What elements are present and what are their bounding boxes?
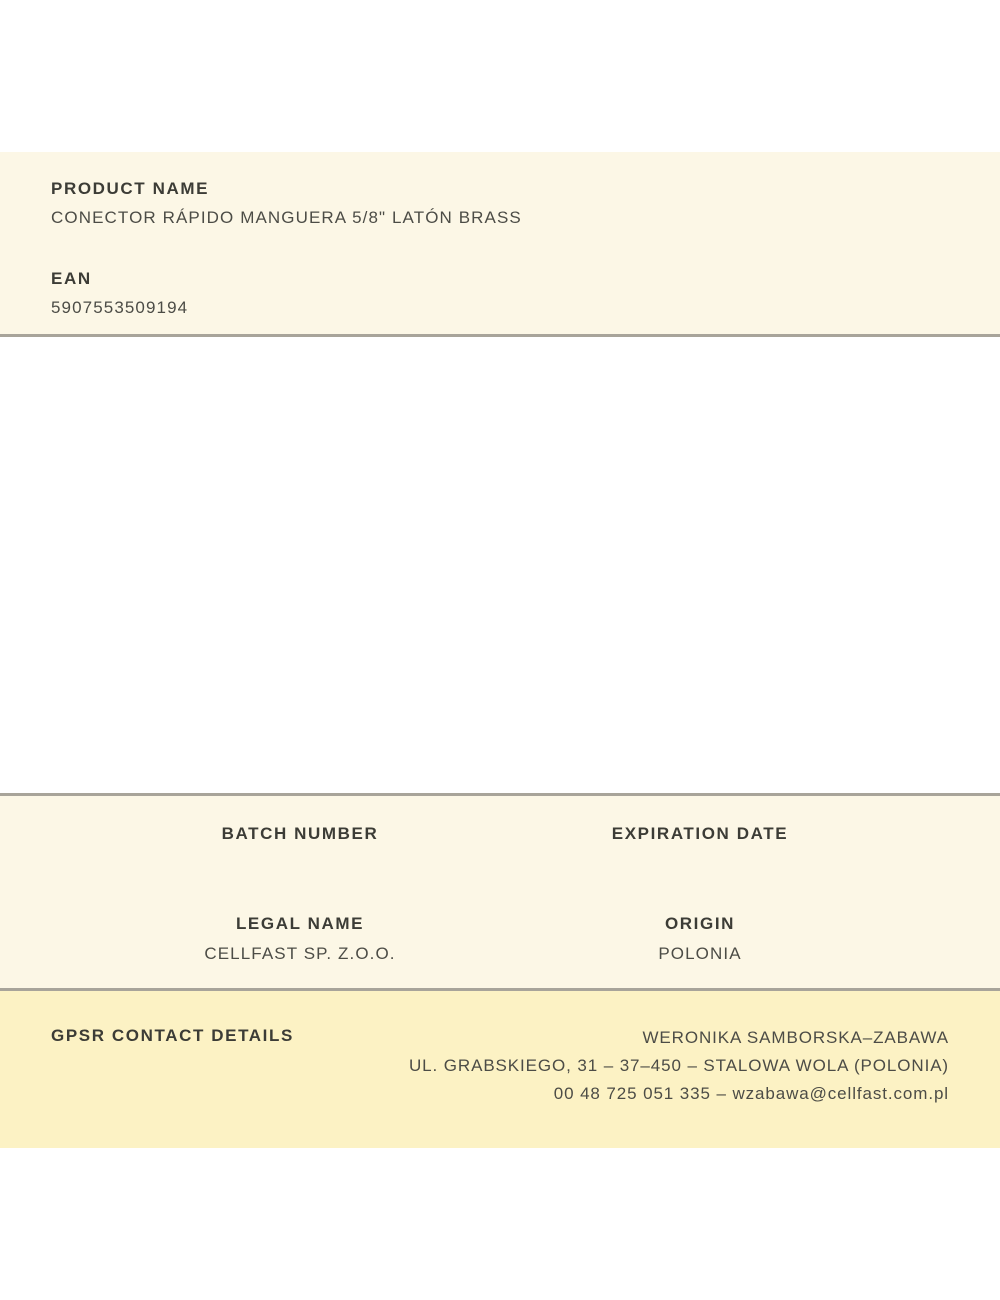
origin-inner [500,912,900,966]
details-section [0,793,1000,991]
gpsr-contact-address: UL. GRABSKIEGO, 31 – 37–450 – STALOWA WOLA (POLONIA) [409,1056,949,1075]
origin-label: ORIGIN [664,914,736,933]
ean-field [51,267,949,320]
gpsr-contact-title: GPSR CONTACT DETAILS [51,1026,294,1045]
batch-number-label: BATCH NUMBER [221,824,379,843]
gpsr-contact-name: WERONIKA SAMBORSKA–ZABAWA [642,1028,949,1047]
ean-label: EAN [51,269,92,288]
ean-value: 5907553509194 [51,298,189,317]
batch-number-field [100,822,500,882]
expiration-date-field [500,822,900,882]
expiration-date-label: EXPIRATION DATE [611,824,789,843]
origin-value: POLONIA [658,944,742,963]
product-name-label: PRODUCT NAME [51,179,210,198]
legal-name-inner [100,912,500,966]
product-section [0,152,1000,337]
product-name-field [51,177,949,230]
legal-name-label: LEGAL NAME [235,914,365,933]
gpsr-contact-block [409,1024,949,1108]
legal-name-field [100,882,500,966]
gpsr-contact-phone-email: 00 48 725 051 335 – wzabawa@cellfast.com.pl [553,1084,949,1103]
product-name-value: CONECTOR RÁPIDO MANGUERA 5/8" LATÓN BRASS [51,208,522,227]
details-grid [100,822,900,966]
gpsr-contact-section [0,991,1000,1148]
origin-field [500,882,900,966]
legal-name-value: CELLFAST SP. Z.O.O. [204,944,396,963]
